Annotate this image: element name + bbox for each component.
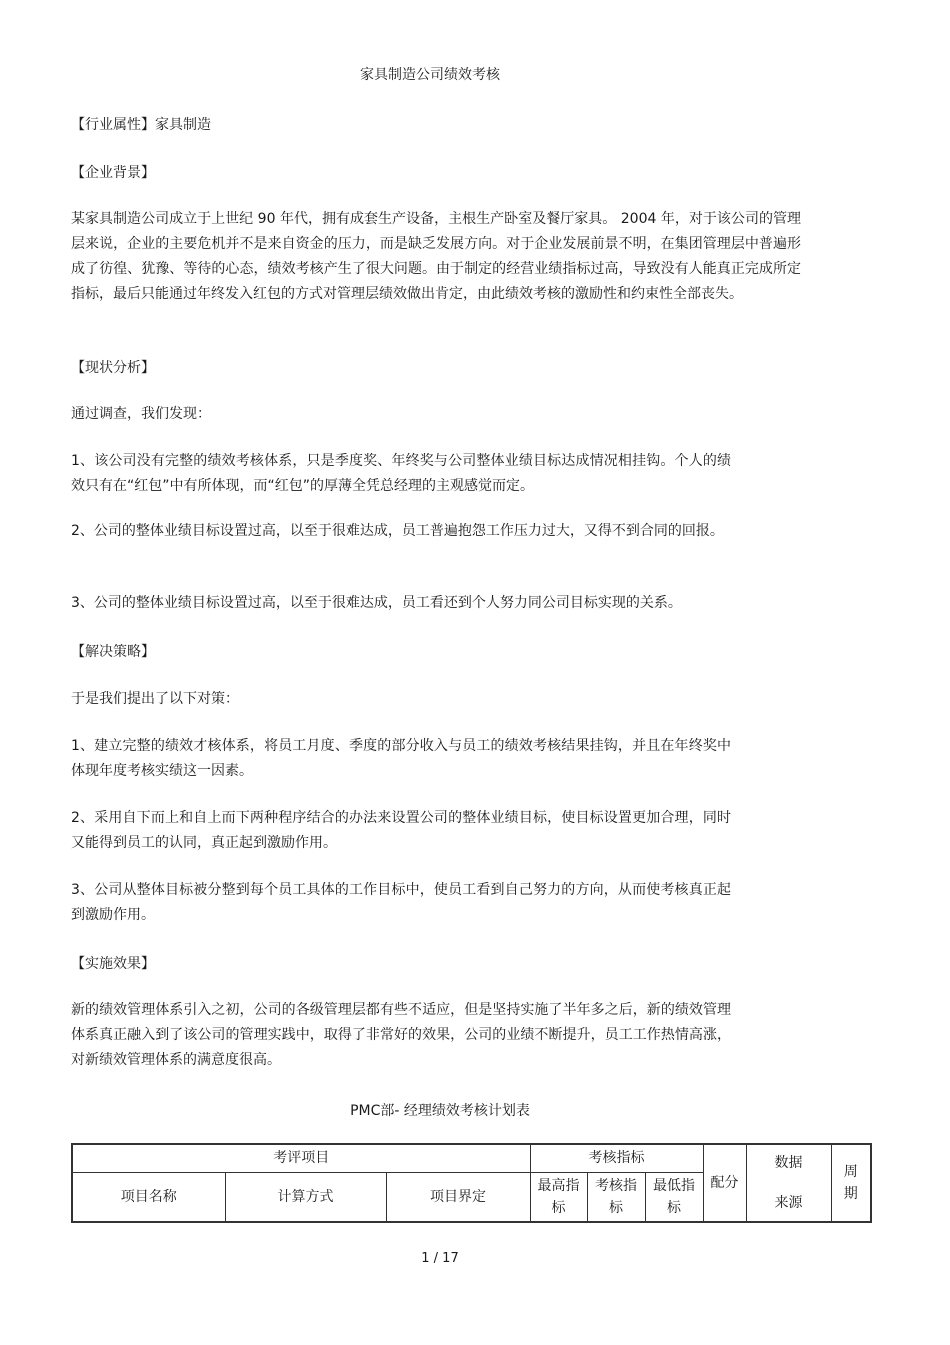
solution-intro: 于是我们提出了以下对策： [71,691,239,707]
solution-item-3: 3、公司从整体目标被分整到每个员工具体的工作目标中，使员工看到自己努力的方向，从而使考核真正起到激励作用。 [71,882,731,923]
solution-item-1: 1、建立完整的绩效才核体系，将员工月度、季度的部分收入与员工的绩效考核结果挂钩，并且在年终奖中体现年度考核实绩这一因素。 [71,738,731,779]
document-title: 家具制造公司绩效考核 [360,67,500,83]
header-calc-method: 计算方式 [225,1172,386,1222]
header-item-definition: 项目界定 [386,1172,530,1222]
header-data-bottom: 来源 [774,1195,803,1211]
solution-heading: 【解决策略】 [71,644,155,660]
effect-paragraph: 新的绩效管理体系引入之初，公司的各级管理层都有些不适应，但是坚持实施了半年多之后，新的绩效管理体系真正融入到了该公司的管理实践中，取得了非常好的效果，公司的业绩不断提升，员工工作热情高涨，对新绩效管理体系的满意度很高。 [71,1002,731,1068]
header-cycle-text: 周 期 [843,1164,858,1202]
header-data-top: 数据 [774,1155,803,1171]
header-cycle [831,1144,871,1222]
status-heading: 【现状分析】 [71,360,155,376]
status-intro: 通过调查，我们发现： [71,406,211,422]
header-score: 配分 [703,1144,746,1222]
header-eval-group: 考评项目 [72,1144,530,1172]
plan-table [71,1143,872,1223]
status-item-3: 3、公司的整体业绩目标设置过高，以至于很难达成，员工看还到个人努力同公司目标实现的关系。 [71,595,682,611]
header-max-index: 最高指标 [530,1172,587,1222]
background-heading: 【企业背景】 [71,165,155,181]
industry-line: 【行业属性】家具制造 [71,117,211,133]
header-target-index: 考核指标 [587,1172,645,1222]
header-min-index: 最低指标 [645,1172,703,1222]
header-item-name: 项目名称 [72,1172,225,1222]
solution-item-2: 2、采用自下而上和自上而下两种程序结合的办法来设置公司的整体业绩目标，使目标设置更加合理，同时又能得到员工的认同，真正起到激励作用。 [71,810,731,851]
table-title: PMC部- 经理绩效考核计划表 [350,1103,530,1119]
header-index-group: 考核指标 [530,1144,703,1172]
status-item-2: 2、公司的整体业绩目标设置过高，以至于很难达成，员工普遍抱怨工作压力过大，又得不到合同的回报。 [71,523,724,539]
header-data-source [746,1144,831,1222]
page-number: 1 / 17 [421,1251,459,1266]
status-item-1: 1、该公司没有完整的绩效考核体系，只是季度奖、年终奖与公司整体业绩目标达成情况相挂钩。个人的绩效只有在“红包”中有所体现，而“红包”的厚薄全凭总经理的主观感觉而定。 [71,453,731,494]
background-paragraph: 某家具制造公司成立于上世纪 90 年代，拥有成套生产设备，主根生产卧室及餐厅家具。 2004 年，对于该公司的管理层来说，企业的主要危机并不是来自资金的压力，而是缺乏发展方向。对于企业发展前景不明，在集团管理层中普遍形成了彷徨、犹豫、等待的心态，绩效考核产生了很大问题。由于制定的经营业绩指标过高，导致没有人能真正完成所定指标，最后只能通过年终发入红包的方式对管理层绩效做出肯定，由此绩效考核的激励性和约束性全部丧失。 [71,211,801,302]
effect-heading: 【实施效果】 [71,956,155,972]
